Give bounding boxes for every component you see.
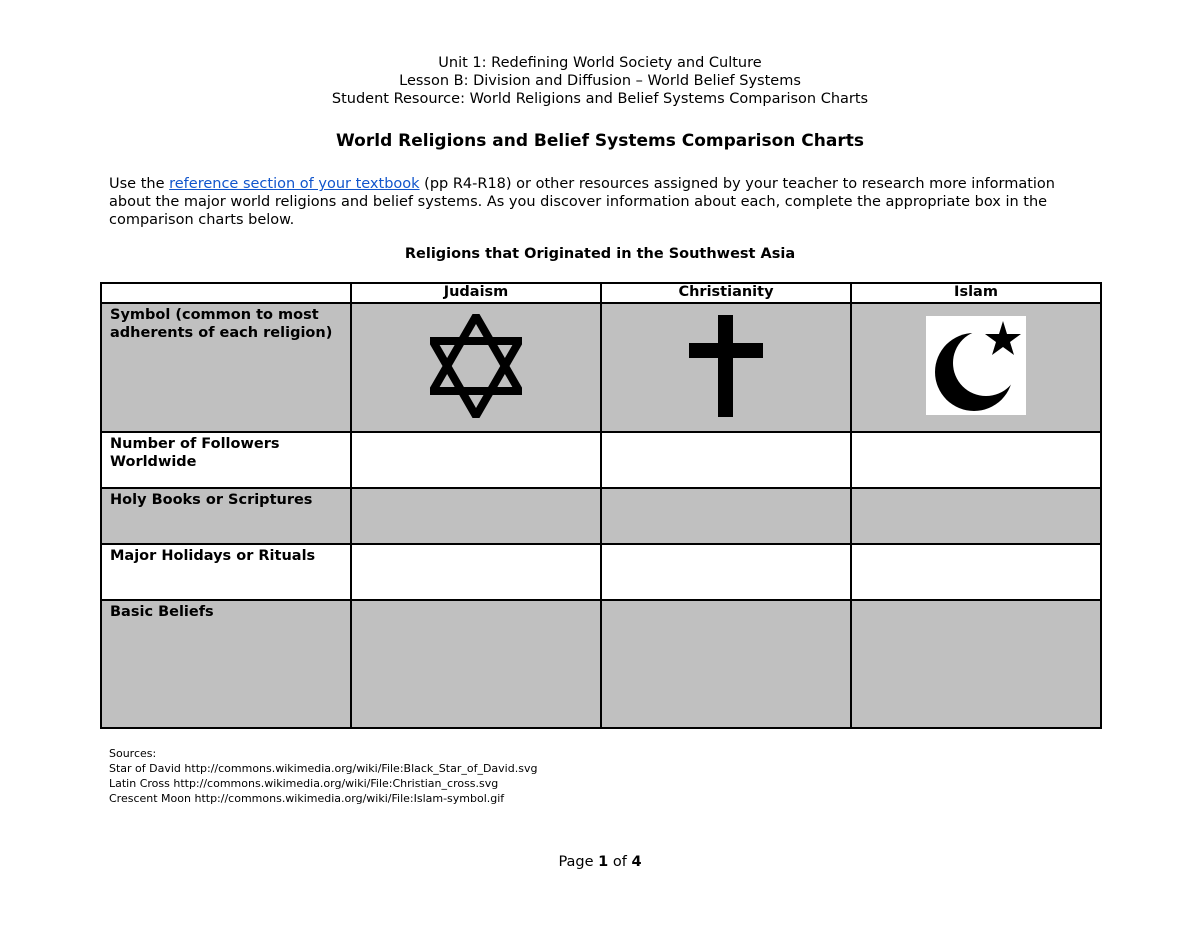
row-label-holy-books: Holy Books or Scriptures [101,488,351,544]
judaism-holy-books-cell[interactable] [351,488,601,544]
christianity-symbol-cell [601,303,851,432]
table-row-followers [101,432,1101,488]
christianity-followers-cell[interactable] [601,432,851,488]
total-pages: 4 [631,854,642,870]
row-label-holidays: Major Holidays or Rituals [101,544,351,600]
header-unit: Unit 1: Redefining World Society and Culture [438,55,762,71]
christianity-holidays-cell[interactable] [601,544,851,600]
comparison-table [100,282,1102,729]
christianity-beliefs-cell[interactable] [601,600,851,728]
judaism-symbol-cell [351,303,601,432]
islam-holy-books-cell[interactable] [851,488,1101,544]
current-page: 1 [598,854,609,870]
crescent-moon-icon [926,316,1026,415]
islam-followers-cell[interactable] [851,432,1101,488]
table-row-holy-books [101,488,1101,544]
textbook-reference-link[interactable]: reference section of your textbook [169,176,420,192]
judaism-holidays-cell[interactable] [351,544,601,600]
page-of-label: of [608,854,632,870]
intro-paragraph [109,175,1069,229]
header-resource: Student Resource: World Religions and Belief Systems Comparison Charts [331,91,869,107]
source-latin-cross: Latin Cross http://commons.wikimedia.org/wiki/File:Christian_cross.svg [109,777,499,790]
islam-beliefs-cell[interactable] [851,600,1101,728]
latin-cross-icon [689,315,763,417]
column-header-islam: Islam [851,283,1101,303]
islam-holidays-cell[interactable] [851,544,1101,600]
row-label-beliefs: Basic Beliefs [101,600,351,728]
column-header-judaism: Judaism [351,283,601,303]
empty-corner-cell [101,283,351,303]
page-prefix: Page [558,854,599,870]
source-crescent-moon: Crescent Moon http://commons.wikimedia.org/wiki/File:Islam-symbol.gif [109,792,505,805]
table-header-row [101,283,1101,303]
row-label-symbol: Symbol (common to most adherents of each religion) [101,303,351,432]
source-star-of-david: Star of David http://commons.wikimedia.org/wiki/File:Black_Star_of_David.svg [109,762,538,775]
islam-symbol-cell [851,303,1101,432]
intro-prefix: Use the [109,176,170,192]
star-of-david-icon [430,314,522,418]
judaism-followers-cell[interactable] [351,432,601,488]
christianity-holy-books-cell[interactable] [601,488,851,544]
sources-heading: Sources: [109,747,157,760]
table-row-holidays [101,544,1101,600]
row-label-followers: Number of Followers Worldwide [101,432,351,488]
page-number [0,854,1200,870]
table-row-beliefs [101,600,1101,728]
intro-suffix: (pp R4-R18) or other resources assigned by your teacher to research more information about the major world religions and belief systems. As you discover information about each, complete the appropriate box in the comparison charts below. [109,176,1055,228]
chart-subtitle: Religions that Originated in the Southwest Asia [404,246,796,262]
sources-block [109,746,537,806]
table-row-symbol [101,303,1101,432]
judaism-beliefs-cell[interactable] [351,600,601,728]
page-title: World Religions and Belief Systems Comparison Charts [336,131,864,151]
header-lesson: Lesson B: Division and Diffusion – World Belief Systems [399,73,801,89]
column-header-christianity: Christianity [601,283,851,303]
